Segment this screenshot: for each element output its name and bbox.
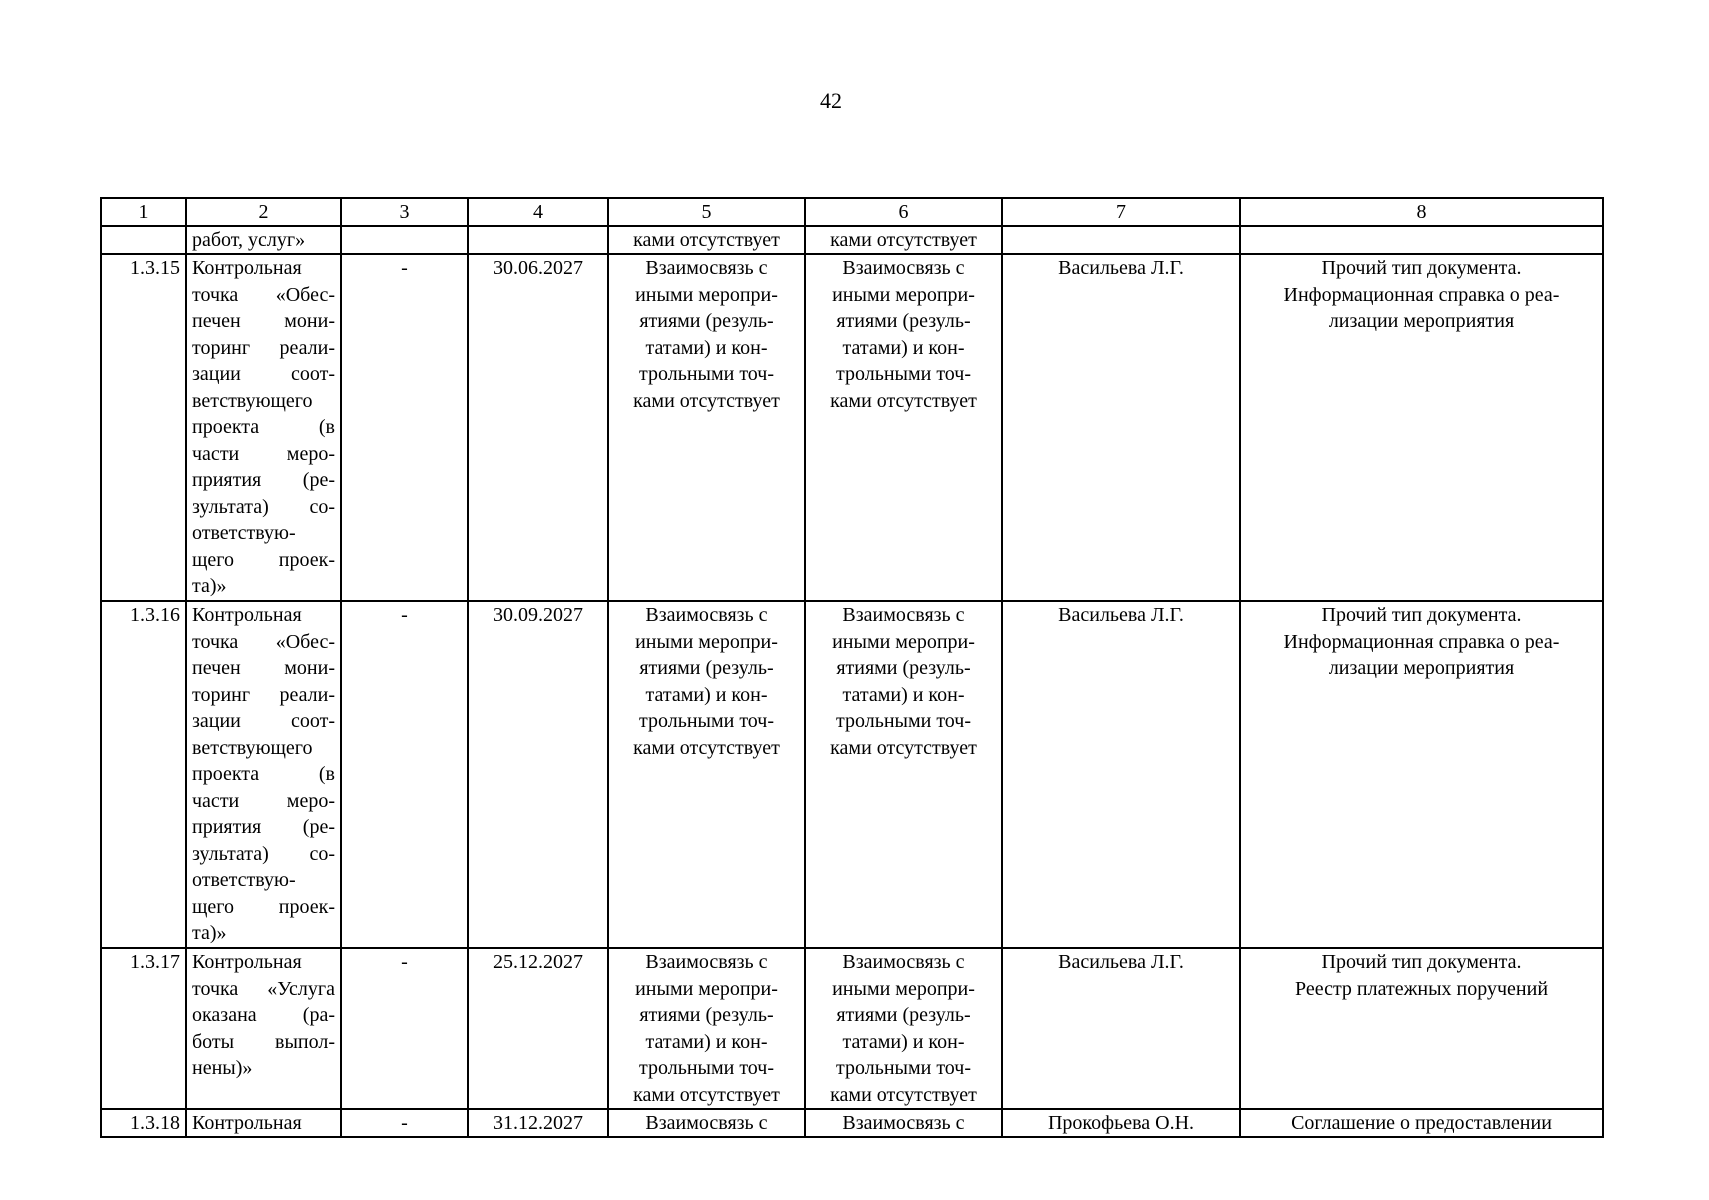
continuation-person-cell <box>1002 226 1240 254</box>
name-line: Контрольная <box>192 1112 302 1134</box>
column-number-header-row <box>101 198 1603 226</box>
name-line: точка «Обес- <box>192 283 335 306</box>
responsible-person-cell: Васильева Л.Г. <box>1002 254 1240 601</box>
control-point-name-cell <box>186 601 341 948</box>
name-line: проекта (в <box>192 416 335 438</box>
name-line: приятия (ре- <box>192 469 335 491</box>
responsible-person-cell: Васильева Л.Г. <box>1002 948 1240 1109</box>
name-line: ветствующего <box>192 736 313 759</box>
row-number-cell: 1.3.17 <box>101 948 186 1109</box>
link-line: Взаимосвязь с <box>645 951 768 973</box>
link-line: иными меропри- <box>635 630 778 653</box>
link-line: татами) и кон- <box>645 683 768 706</box>
link-column-5-cell <box>608 948 805 1109</box>
doc-line: лизации мероприятия <box>1328 310 1515 332</box>
link-line: трольными точ- <box>836 1057 971 1079</box>
name-line: зации соот- <box>192 710 335 732</box>
name-line: проекта (в <box>192 763 335 785</box>
link-line: трольными точ- <box>639 710 774 732</box>
link-line: Взаимосвязь с <box>645 257 768 279</box>
link-line: ятиями (резуль- <box>639 1004 774 1026</box>
name-line: та)» <box>192 922 227 944</box>
link-line: ками отсутствует <box>633 1083 780 1106</box>
name-line: печен мони- <box>192 657 335 679</box>
link-line: трольными точ- <box>836 363 971 385</box>
link-line: ятиями (резуль- <box>639 310 774 332</box>
name-line: части меро- <box>192 442 335 465</box>
name-line: щего проек- <box>192 548 335 571</box>
link-line: ками отсутствует <box>830 1083 977 1106</box>
date-cell: 30.09.2027 <box>468 601 608 948</box>
name-line: торинг реали- <box>192 336 335 359</box>
link-line: ятиями (резуль- <box>836 310 971 332</box>
name-line: оказана (ра- <box>192 1004 335 1026</box>
document-type-cell <box>1240 254 1603 601</box>
continuation-link5-cell: ками отсутствует <box>608 226 805 254</box>
date-cell: 30.06.2027 <box>468 254 608 601</box>
name-line: печен мони- <box>192 310 335 332</box>
name-line: части меро- <box>192 789 335 812</box>
continuation-row <box>101 226 1603 254</box>
link-line: татами) и кон- <box>645 1030 768 1053</box>
document-type-cell <box>1240 948 1603 1109</box>
row-number-cell: 1.3.15 <box>101 254 186 601</box>
column-header-8: 8 <box>1240 198 1603 226</box>
link-line: Взаимосвязь с <box>645 604 768 626</box>
column-header-1: 1 <box>101 198 186 226</box>
row-number-cell: 1.3.16 <box>101 601 186 948</box>
link-line: трольными точ- <box>836 710 971 732</box>
control-point-name-cell <box>186 948 341 1109</box>
name-line: зультата) со- <box>192 842 335 865</box>
name-line: Контрольная <box>192 951 302 973</box>
name-line: та)» <box>192 575 227 597</box>
name-line: зации соот- <box>192 363 335 385</box>
name-line: точка «Услуга <box>192 977 335 1000</box>
link-column-5-cell <box>608 601 805 948</box>
link-column-6-cell <box>805 601 1002 948</box>
doc-line: Прочий тип документа. <box>1321 951 1522 973</box>
dash-cell: - <box>341 601 468 948</box>
table-row <box>101 1109 1603 1137</box>
link-column-6-cell <box>805 1109 1002 1137</box>
date-cell: 25.12.2027 <box>468 948 608 1109</box>
doc-line: Реестр платежных поручений <box>1294 977 1549 1000</box>
page-number: 42 <box>820 88 842 113</box>
doc-line: Информационная справка о реа- <box>1283 630 1560 653</box>
document-type-cell <box>1240 601 1603 948</box>
name-line: зультата) со- <box>192 495 335 518</box>
link-column-5-cell <box>608 254 805 601</box>
doc-line: Прочий тип документа. <box>1321 604 1522 626</box>
link-line: ками отсутствует <box>830 736 977 759</box>
link-column-5-cell <box>608 1109 805 1137</box>
column-header-2: 2 <box>186 198 341 226</box>
link-line: ками отсутствует <box>633 736 780 759</box>
link-line: Взаимосвязь с <box>842 604 965 626</box>
dash-cell: - <box>341 1109 468 1137</box>
link-line: ятиями (резуль- <box>836 657 971 679</box>
link-column-6-cell <box>805 948 1002 1109</box>
name-line: ветствующего <box>192 389 313 412</box>
link-line: ятиями (резуль- <box>836 1004 971 1026</box>
link-line: ятиями (резуль- <box>639 657 774 679</box>
doc-line: Информационная справка о реа- <box>1283 283 1560 306</box>
continuation-link6-cell: ками отсутствует <box>805 226 1002 254</box>
table-row <box>101 254 1603 601</box>
continuation-doc-cell <box>1240 226 1603 254</box>
continuation-num-cell <box>101 226 186 254</box>
continuation-name-cell: работ, услуг» <box>186 226 341 254</box>
continuation-date-cell <box>468 226 608 254</box>
name-line: Контрольная <box>192 257 302 279</box>
link-line: ками отсутствует <box>830 389 977 412</box>
dash-cell: - <box>341 948 468 1109</box>
control-point-name-cell <box>186 254 341 601</box>
name-line: точка «Обес- <box>192 630 335 653</box>
table-row <box>101 601 1603 948</box>
name-line: приятия (ре- <box>192 816 335 838</box>
link-line: иными меропри- <box>635 283 778 306</box>
name-line: ответствую- <box>192 869 296 891</box>
link-line: Взаимосвязь с <box>842 1112 965 1134</box>
link-line: Взаимосвязь с <box>842 951 965 973</box>
name-line: боты выпол- <box>192 1030 335 1053</box>
link-line: иными меропри- <box>832 283 975 306</box>
continuation-dash-cell <box>341 226 468 254</box>
link-line: иными меропри- <box>832 977 975 1000</box>
name-line: щего проек- <box>192 895 335 918</box>
date-cell: 31.12.2027 <box>468 1109 608 1137</box>
table-row <box>101 948 1603 1109</box>
link-line: татами) и кон- <box>645 336 768 359</box>
responsible-person-cell: Васильева Л.Г. <box>1002 601 1240 948</box>
link-line: иными меропри- <box>635 977 778 1000</box>
name-line: торинг реали- <box>192 683 335 706</box>
column-header-3: 3 <box>341 198 468 226</box>
responsible-person-cell: Прокофьева О.Н. <box>1002 1109 1240 1137</box>
document-type-cell <box>1240 1109 1603 1137</box>
link-line: трольными точ- <box>639 1057 774 1079</box>
name-line: нены)» <box>192 1057 253 1079</box>
control-points-table <box>100 197 1604 1138</box>
column-header-6: 6 <box>805 198 1002 226</box>
name-line: Контрольная <box>192 604 302 626</box>
doc-line: лизации мероприятия <box>1328 657 1515 679</box>
column-header-7: 7 <box>1002 198 1240 226</box>
column-header-5: 5 <box>608 198 805 226</box>
link-line: ками отсутствует <box>633 389 780 412</box>
link-line: Взаимосвязь с <box>645 1112 768 1134</box>
column-header-4: 4 <box>468 198 608 226</box>
link-line: иными меропри- <box>832 630 975 653</box>
link-line: татами) и кон- <box>842 336 965 359</box>
doc-line: Соглашение о предоставлении <box>1291 1112 1552 1134</box>
control-point-name-cell <box>186 1109 341 1137</box>
link-line: Взаимосвязь с <box>842 257 965 279</box>
link-line: татами) и кон- <box>842 683 965 706</box>
link-column-6-cell <box>805 254 1002 601</box>
doc-line: Прочий тип документа. <box>1321 257 1522 279</box>
link-line: татами) и кон- <box>842 1030 965 1053</box>
row-number-cell: 1.3.18 <box>101 1109 186 1137</box>
link-line: трольными точ- <box>639 363 774 385</box>
dash-cell: - <box>341 254 468 601</box>
name-line: ответствую- <box>192 522 296 544</box>
